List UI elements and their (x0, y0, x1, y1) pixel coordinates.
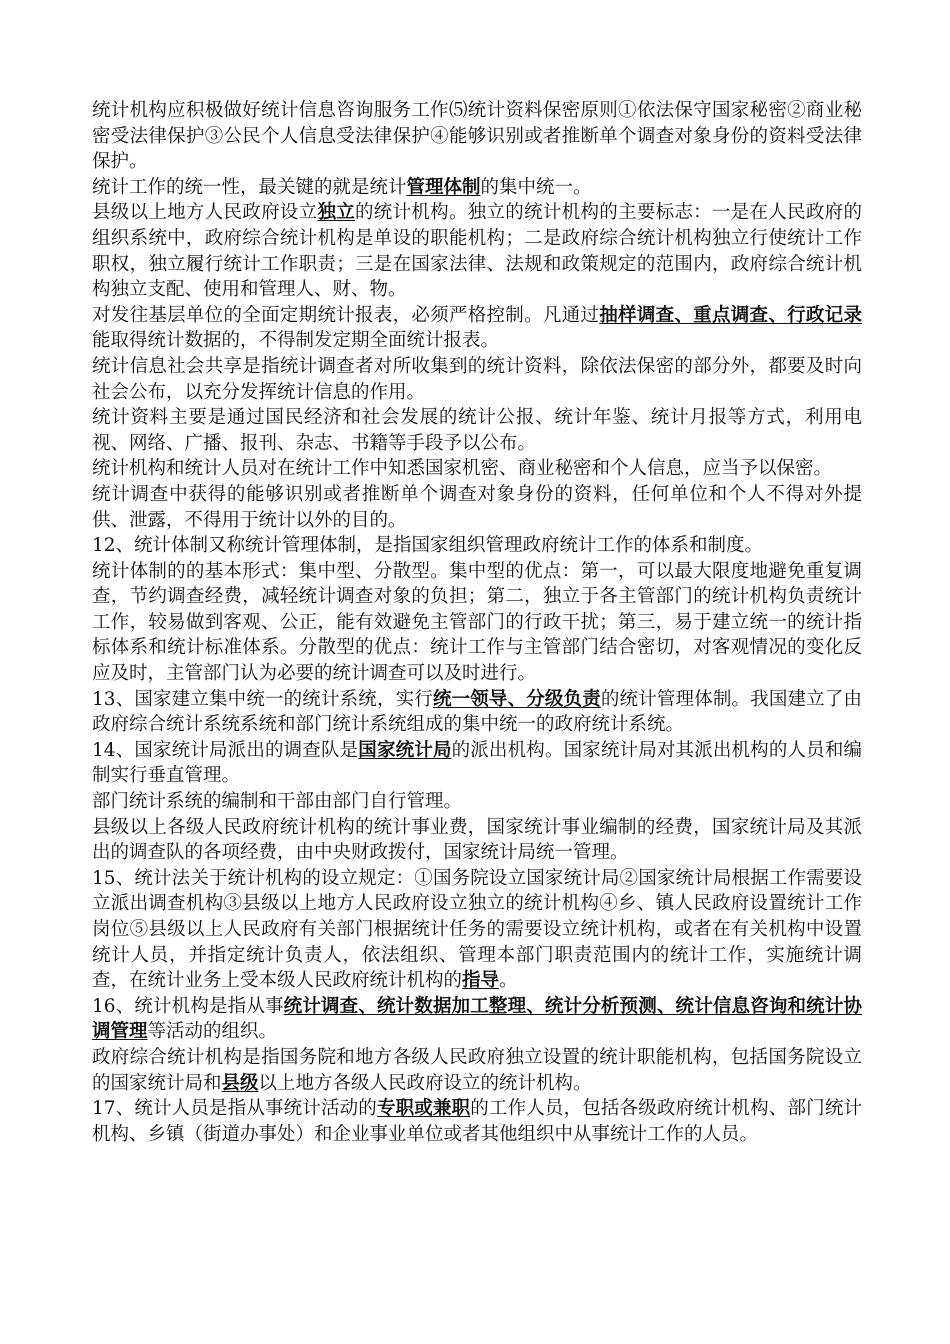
text-run: 统计信息社会共享是指统计调查者对所收集到的统计资料，除依法保密的部分外，都要及时向社会公布，以充分发挥统计信息的作用。 (92, 355, 862, 403)
highlighted-term: 管理体制 (406, 176, 481, 198)
highlighted-term: 指导 (462, 970, 500, 992)
paragraph (92, 1045, 862, 1096)
text-run: 16、统计机构是指从事 (92, 995, 284, 1017)
highlighted-term: 专职或兼职 (376, 1098, 471, 1120)
text-run: 12、统计体制又称统计管理体制，是指国家组织管理政府统计工作的体系和制度。 (92, 535, 764, 557)
text-run: 。 (499, 970, 518, 992)
text-run: 的统计管理体制。我国建立了由政府综合统计系统系统和部门统计系统组成的集中统一的政府统计系统。 (92, 688, 862, 736)
paragraph (92, 200, 862, 302)
text-run: 部门统计系统的编制和干部由部门自行管理。 (92, 791, 463, 813)
text-run: 统计工作的统一性，最关键的就是统计 (92, 176, 407, 198)
paragraph (92, 98, 862, 175)
highlighted-term: 独立 (317, 202, 356, 224)
paragraph (92, 789, 862, 815)
text-run: 14、国家统计局派出的调查队是 (92, 739, 359, 761)
paragraph (92, 866, 862, 994)
text-run: 县级以上地方人民政府设立 (92, 202, 318, 224)
paragraph (92, 354, 862, 405)
text-run: 统计资料主要是通过国民经济和社会发展的统计公报、统计年鉴、统计月报等方式，利用电视、网络、广播、报刊、杂志、书籍等手段予以公布。 (92, 407, 862, 454)
text-run: 等活动的组织。 (147, 1021, 278, 1043)
text-run: 统计体制的的基本形式：集中型、分散型。集中型的优点：第一，可以最大限度地避免重复调查，节约调查经费，减轻统计调查对象的负担；第二，独立于各主管部门的统计机构负责统计工作，较易做到客观、公正，能有效避免主管部门的行政干扰；第三，易于建立统一的统计指标体系和统计标准体系。分散型的优点：统计工作与主管部门结合密切，对客观情况的变化反应及时，主管部门认为必要的统计调查可以及时进行。 (92, 560, 862, 685)
paragraph (92, 405, 862, 456)
highlighted-term: 统一领导、分级负责 (432, 688, 601, 710)
highlighted-term: 国家统计局 (358, 739, 452, 761)
text-run: 统计机构和统计人员对在统计工作中知悉国家机密、商业秘密和个人信息，应当予以保密。 (92, 458, 833, 480)
paragraph (92, 303, 862, 354)
text-run: 对发往基层单位的全面定期统计报表，必须严格控制。凡通过 (92, 304, 600, 326)
text-run: 以上地方各级人民政府设立的统计机构。 (258, 1072, 592, 1094)
highlighted-term: 县级 (221, 1072, 259, 1094)
text-run: 的统计机构。独立的统计机构的主要标志：一是在人民政府的组织系统中，政府综合统计机构是单设的职能机构；二是政府综合统计机构独立行使统计工作职权，独立履行统计工作职责；三是在国家法律、法规和政策规定的范围内，政府综合统计机构独立支配、使用和管理人、财、物。 (92, 202, 862, 301)
text-run: 的集中统一。 (480, 176, 592, 198)
paragraph (92, 559, 862, 687)
paragraph (92, 815, 862, 866)
paragraph (92, 456, 862, 482)
text-run: 15、统计法关于统计机构的设立规定：①国务院设立国家统计局②国家统计局根据工作需要设立派出调查机构③县级以上地方人民政府设立独立的统计机构④乡、镇人民政府设置统计工作岗位⑤县级以上人民政府有关部门根据统计任务的需要设立统计机构，或者在有关机构中设置统计人员，并指定统计负责人，依法组织、管理本部门职责范围内的统计工作，实施统计调查，在统计业务上受本级人民政府统计机构的 (92, 867, 862, 992)
paragraph (92, 738, 862, 789)
paragraph (92, 1096, 862, 1147)
paragraph (92, 994, 862, 1045)
text-run: 县级以上各级人民政府统计机构的统计事业费，国家统计事业编制的经费，国家统计局及其派出的调查队的各项经费，由中央财政拨付，国家统计局统一管理。 (92, 816, 862, 864)
text-run: 的派出机构。国家统计局对其派出机构的人员和编制实行垂直管理。 (92, 739, 862, 787)
text-run: 13、国家建立集中统一的统计系统，实行 (92, 688, 433, 710)
text-run: 统计调查中获得的能够识别或者推断单个调查对象身份的资料，任何单位和个人不得对外提供、泄露，不得用于统计以外的目的。 (92, 483, 862, 531)
paragraph (92, 175, 862, 201)
text-run: 政府综合统计机构是指国务院和地方各级人民政府独立设置的统计职能机构，包括国务院设立的国家统计局和 (92, 1046, 862, 1094)
text-run: 17、统计人员是指从事统计活动的 (92, 1098, 377, 1120)
document-body (92, 98, 862, 1147)
text-run: 统计机构应积极做好统计信息咨询服务工作⑸统计资料保密原则①依法保守国家秘密②商业秘密受法律保护③公民个人信息受法律保护④能够识别或者推断单个调查对象身份的资料受法律保护。 (92, 100, 862, 173)
text-run: 能取得统计数据的，不得制发定期全面统计报表。 (92, 330, 500, 352)
paragraph (92, 482, 862, 533)
text-run: 的工作人员，包括各级政府统计机构、部门统计机构、乡镇（街道办事处）和企业事业单位或者其他组织中从事统计工作的人员。 (92, 1098, 862, 1145)
highlighted-term: 统计调查、统计数据加工整理、统计分析预测、统计信息咨询和统计协调管理 (92, 995, 862, 1043)
paragraph (92, 533, 862, 559)
paragraph (92, 687, 862, 738)
highlighted-term: 抽样调查、重点调查、行政记录 (599, 304, 862, 326)
